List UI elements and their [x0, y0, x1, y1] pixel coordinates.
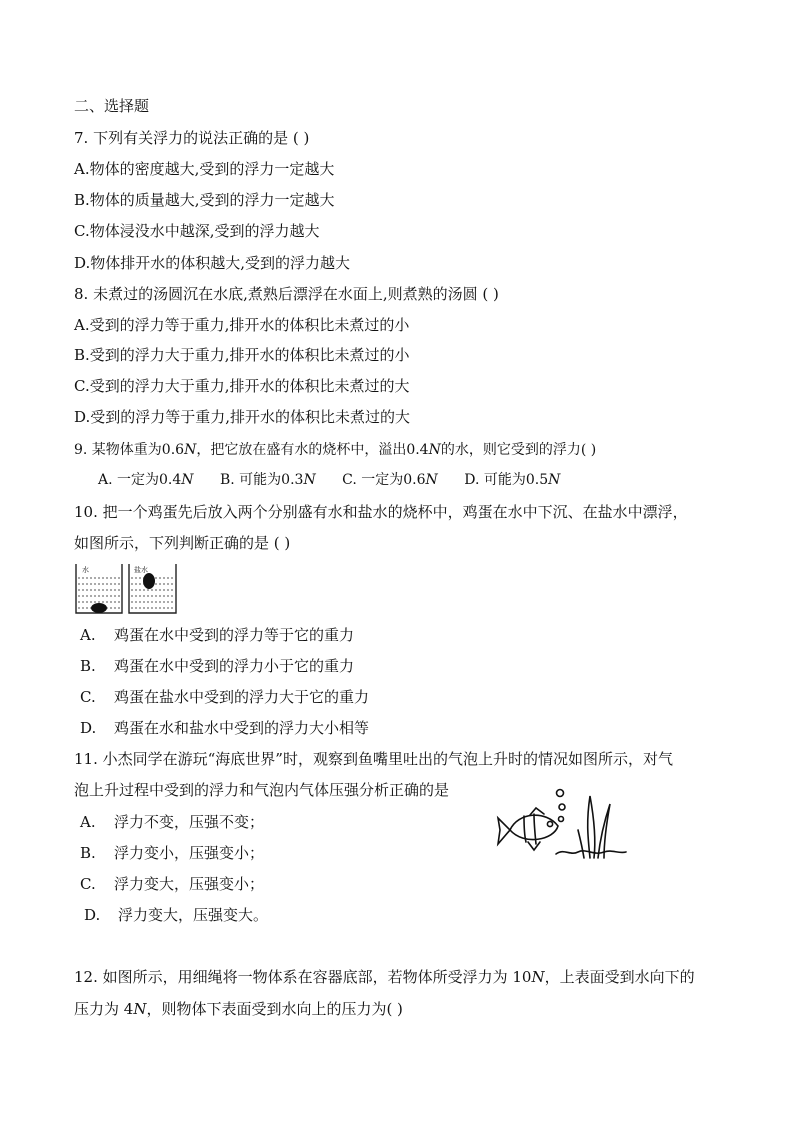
q10-stem: 10. 把一个鸡蛋先后放入两个分别盛有水和盐水的烧杯中，鸡蛋在水中下沉、在盐水中漂浮，: [74, 503, 688, 521]
q8-option-c: C.受到的浮力大于重力,排开水的体积比未煮过的大: [74, 377, 410, 395]
q9-option-d: D. 可能为0.5N: [464, 472, 561, 488]
q8-option-d: D.受到的浮力等于重力,排开水的体积比未煮过的大: [74, 408, 411, 426]
q10-option-d: D. 鸡蛋在水和盐水中受到的浮力大小相等: [80, 719, 370, 737]
q10-stem-2: 如图所示，下列判断正确的是 ( ): [74, 534, 291, 552]
q9-option-b: B. 可能为0.3N: [219, 472, 316, 488]
q8-option-a: A.受到的浮力等于重力,排开水的体积比未煮过的小: [74, 316, 410, 334]
q11-option-a: A. 浮力不变，压强不变；: [80, 813, 265, 831]
egg-beakers-figure: [74, 562, 180, 616]
q7-option-a: A.物体的密度越大,受到的浮力一定越大: [74, 160, 335, 178]
fish-bubbles-figure: [494, 782, 634, 862]
seaweed-icon: [588, 796, 595, 858]
egg-sunk: [91, 603, 107, 613]
beaker-water-label: 水: [82, 566, 89, 574]
q11-stem: 11. 小杰同学在游玩“海底世界”时，观察到鱼嘴里吐出的气泡上升时的情况如图所示，对气: [74, 750, 673, 768]
q11-stem-2: 泡上升过程中受到的浮力和气泡内气体压强分析正确的是: [74, 781, 450, 799]
q12-stem: 12. 如图所示，用细绳将一物体系在容器底部，若物体所受浮力为 10N，上表面受到水向下的: [74, 968, 695, 986]
q7-option-c: C.物体浸没水中越深,受到的浮力越大: [74, 222, 320, 240]
q9-options: [98, 470, 582, 490]
q8-stem: 8. 未煮过的汤圆沉在水底,煮熟后漂浮在水面上,则煮熟的汤圆 ( ): [74, 285, 499, 303]
bubble-icon: [559, 817, 564, 822]
q7-stem: 7. 下列有关浮力的说法正确的是 ( ): [74, 129, 310, 147]
q10-option-c: C. 鸡蛋在盐水中受到的浮力大于它的重力: [80, 688, 370, 706]
q11-option-d: D. 浮力变大，压强变大。: [84, 906, 269, 924]
bubble-icon: [559, 804, 565, 810]
q12-stem-2: 压力为 4N，则物体下表面受到水向上的压力为( ): [74, 1000, 403, 1018]
egg-floating: [143, 573, 155, 589]
q11-option-b: B. 浮力变小，压强变小；: [80, 844, 265, 862]
beaker-salt-water-label: 盐水: [134, 566, 148, 574]
q7-option-b: B.物体的质量越大,受到的浮力一定越大: [74, 191, 335, 209]
section-title: 二、选择题: [74, 97, 150, 115]
q9-stem: 9. 某物体重为0.6N，把它放在盛有水的烧杯中，溢出0.4N的水，则它受到的浮力( ): [74, 442, 597, 458]
q8-option-b: B.受到的浮力大于重力,排开水的体积比未煮过的小: [74, 346, 410, 364]
q11-option-c: C. 浮力变大，压强变小；: [80, 875, 265, 893]
q9-option-c: C. 一定为0.6N: [342, 472, 438, 488]
q7-option-d: D.物体排开水的体积越大,受到的浮力越大: [74, 254, 351, 272]
bubble-icon: [557, 790, 564, 797]
q10-option-b: B. 鸡蛋在水中受到的浮力小于它的重力: [80, 657, 355, 675]
q9-option-a: A. 一定为0.4N: [98, 472, 194, 488]
q10-option-a: A. 鸡蛋在水中受到的浮力等于它的重力: [80, 626, 355, 644]
